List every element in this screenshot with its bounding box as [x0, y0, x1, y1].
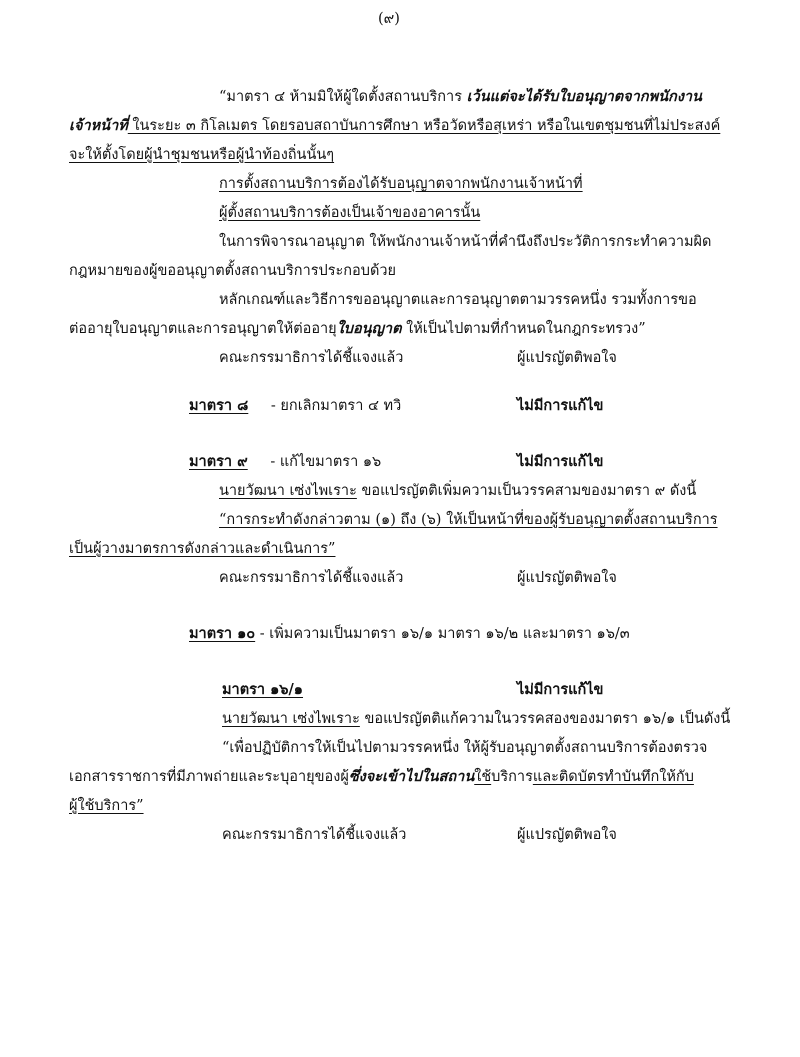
section4-line-8: หลักเกณฑ์และวิธีการขออนุญาตและการอนุญาตตามวรรคหนึ่ง รวมทั้งการขอ — [219, 292, 697, 308]
section16-1-quote-2d: บริการ — [491, 769, 533, 785]
section9-row — [189, 455, 381, 470]
section16-1-status: ไม่มีการแก้ไข — [517, 681, 604, 698]
section8-row — [189, 399, 401, 414]
section16-1-committee: คณะกรรมาธิการได้ชี้แจงแล้ว — [222, 827, 407, 843]
section9-committee: คณะกรรมาธิการได้ชี้แจงแล้ว — [219, 570, 404, 586]
section4-line-9-text: ต่ออายุใบอนุญาตและการอนุญาตให้ต่ออายุ — [69, 321, 337, 337]
section9-quote-line-1: “การกระทำดังกล่าวตาม (๑) ถึง (๖) ให้เป็นหน้าที่ของผู้รับอนุญาตตั้งสถานบริการ — [219, 512, 718, 528]
section8-desc: - ยกเลิกมาตรา ๔ ทวิ — [270, 398, 402, 414]
section4-line-2-strike: เจ้าหน้าที่ — [69, 117, 128, 134]
section9-status: ไม่มีการแก้ไข — [517, 453, 604, 470]
section4-line-4: การตั้งสถานบริการต้องได้รับอนุญาตจากพนักงานเจ้าหน้าที่ — [219, 176, 583, 192]
section9-mover-name: นายวัฒนา เซ่งไพเราะ — [219, 483, 357, 499]
section4-line-9-strike: ใบอนุญาต — [336, 320, 402, 337]
section10-desc: - เพิ่มความเป็นมาตรา ๑๖/๑ มาตรา ๑๖/๒ และมาตรา ๑๖/๓ — [255, 626, 630, 642]
section16-1-label: มาตรา ๑๖/๑ — [222, 681, 304, 698]
section16-1-mover-name: นายวัฒนา เซ่งไพเราะ — [222, 711, 360, 727]
section16-1-quote-line-1: “เพื่อปฏิบัติการให้เป็นไปตามวรรคหนึ่ง ให้ผู้รับอนุญาตตั้งสถานบริการต้องตรวจ — [222, 740, 708, 756]
section9-mover-status: ผู้แปรญัตติพอใจ — [517, 570, 617, 586]
section8-status: ไม่มีการแก้ไข — [517, 397, 604, 414]
section16-1-quote-line-3: ผู้ใช้บริการ” — [69, 798, 144, 814]
section4-line-3: จะให้ตั้งโดยผู้นำชุมชนหรือผู้นำท้องถิ่นนั้นๆ — [69, 147, 335, 163]
section9-label: มาตรา ๙ — [189, 453, 248, 470]
section4-line-9-end: ให้เป็นไปตามที่กำหนดในกฎกระทรวง” — [401, 321, 646, 337]
section16-1-quote-line-2 — [69, 770, 694, 785]
section9-motion-line — [219, 484, 696, 499]
section4-line-9 — [69, 322, 646, 337]
section16-1-quote-2c: ใช้ — [474, 769, 492, 785]
section4-line-2 — [69, 119, 720, 134]
section9-quote-line-2: เป็นผู้วางมาตรการดังกล่าวและดำเนินการ” — [69, 541, 336, 557]
section8-label: มาตรา ๘ — [189, 397, 249, 414]
page-number: (๙) — [378, 11, 400, 27]
section4-mover-status: ผู้แปรญัตติพอใจ — [517, 350, 617, 366]
section16-1-motion-line — [222, 712, 730, 727]
section4-line-5: ผู้ตั้งสถานบริการต้องเป็นเจ้าของอาคารนั้น — [219, 205, 481, 221]
section4-line-7: กฎหมายของผู้ขออนุญาตตั้งสถานบริการประกอบด้วย — [69, 263, 397, 279]
section9-motion: ขอแปรญัตติเพิ่มความเป็นวรรคสามของมาตรา ๙ ดังนี้ — [356, 483, 697, 499]
section4-line-1-text: “มาตรา ๔ ห้ามมิให้ผู้ใดตั้งสถานบริการ — [219, 89, 467, 105]
section10-row — [189, 627, 630, 642]
section4-line-2-text: ในระยะ ๓ กิโลเมตร โดยรอบสถาบันการศึกษา หรือวัดหรือสุเหร่า หรือในเขตชุมชนที่ไม่ประสงค์ — [127, 118, 721, 134]
section10-label: มาตรา ๑๐ — [189, 625, 256, 642]
section16-1-quote-2a: เอกสารราชการที่มีภาพถ่ายและระบุอายุของผู้ — [69, 769, 349, 785]
section4-line-1 — [219, 90, 702, 105]
section4-committee: คณะกรรมาธิการได้ชี้แจงแล้ว — [219, 350, 404, 366]
section16-1-quote-2b: ซึ่งจะเข้าไปในสถาน — [348, 768, 475, 785]
section16-1-quote-2e: และติดบัตรทำบันทึกให้กับ — [532, 769, 694, 785]
section4-line-6: ในการพิจารณาอนุญาต ให้พนักงานเจ้าหน้าที่คำนึงถึงประวัติการกระทำความผิด — [219, 234, 712, 250]
section16-1-motion: ขอแปรญัตติแก้ความในวรรคสองของมาตรา ๑๖/๑ เป็นดังนี้ — [359, 711, 731, 727]
section16-1-mover-status: ผู้แปรญัตติพอใจ — [517, 827, 617, 843]
section4-line-1-strike: เว้นแต่จะได้รับใบอนุญาตจากพนักงาน — [466, 88, 702, 105]
section9-desc: - แก้ไขมาตรา ๑๖ — [270, 454, 382, 470]
